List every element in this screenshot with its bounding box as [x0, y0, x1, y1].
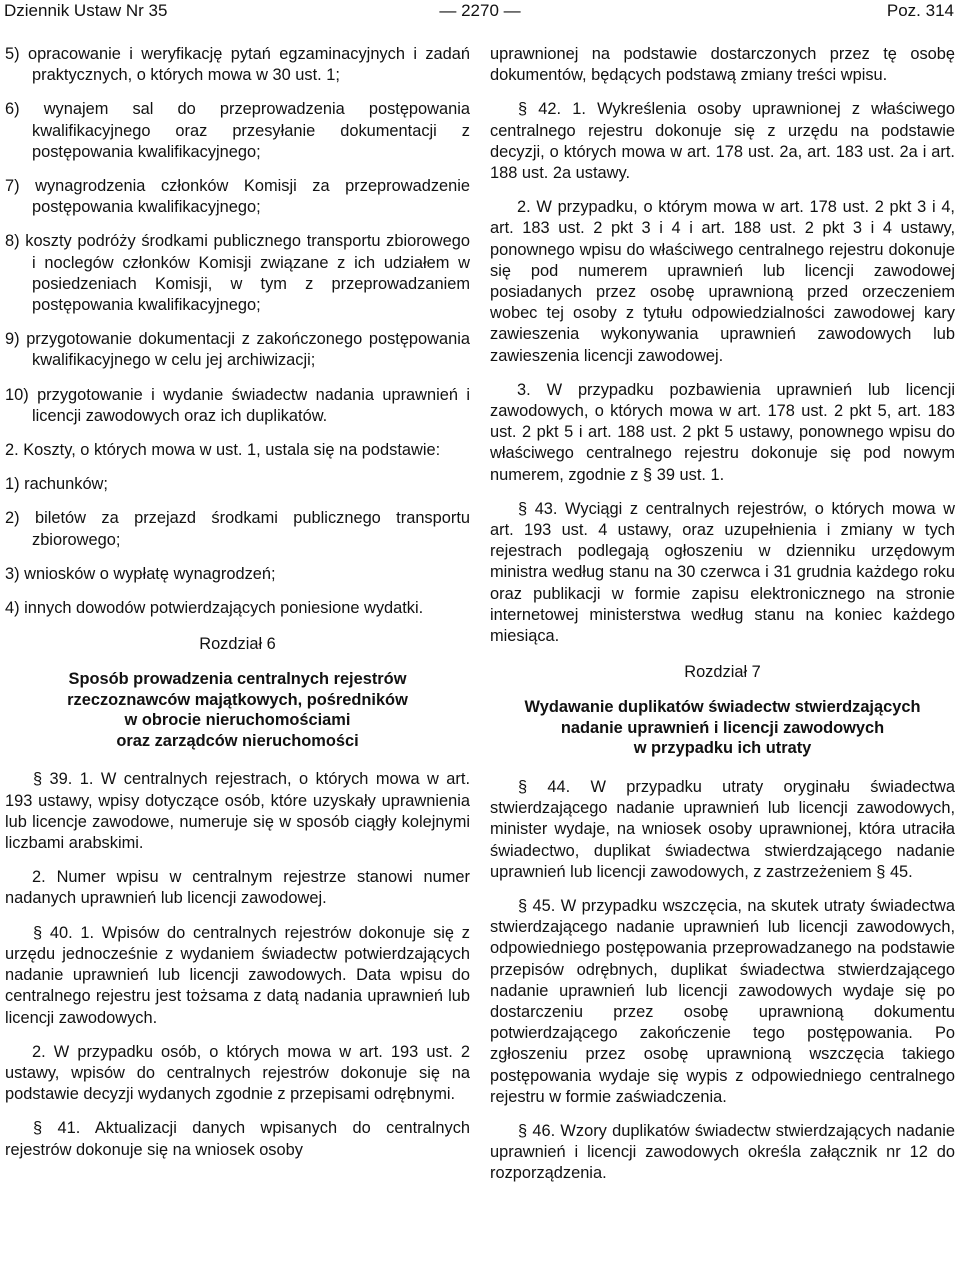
chapter-6-heading: Rozdział 6: [199, 635, 276, 654]
title-line: Wydawanie duplikatów świadectw stwierdzających: [524, 698, 921, 717]
chapter-7-title: [490, 697, 955, 759]
basis-item-4: 4) innych dowodów potwierdzających poniesione wydatki.: [5, 599, 424, 618]
section-44: § 44. W przypadku utraty oryginału świadectwa stwierdzającego nadanie uprawnień lub licencji zawodowych, minister wydaje, na wniosek osoby uprawnionej, która utraciła świadectwo, duplikat świadectwa stwierdzającego nadanie uprawnień lub licencji zawodowych, z zastrzeżeniem § 45.: [490, 777, 955, 881]
title-line: Sposób prowadzenia centralnych rejestrów: [68, 670, 407, 689]
basis-item-3: 3) wniosków o wypłatę wynagrodzeń;: [5, 564, 276, 583]
section-41-continued: uprawnionej na podstawie dostarczonych przez tę osobę dokumentów, będących podstawą zmiany treści wpisu.: [490, 45, 955, 85]
title-line: w obrocie nieruchomościami: [124, 711, 351, 730]
title-line: rzeczoznawców majątkowych, pośredników: [67, 690, 408, 709]
list-item-8: 8) koszty podróży środkami publicznego transportu zbiorowego i noclegów członków Komisji związane z ich udziałem w posiedzeniach Komisji, w tym z przeprowadzaniem postępowania kwalifikacyjnego;: [5, 232, 470, 315]
basis-item-2: 2) biletów za przejazd środkami publicznego transportu zbiorowego;: [5, 509, 470, 549]
journal-name: Dziennik Ustaw Nr 35: [4, 1, 168, 20]
paragraph-costs: 2. Koszty, o których mowa w ust. 1, ustala się na podstawie:: [5, 441, 441, 460]
section-39-2: 2. Numer wpisu w centralnym rejestrze stanowi numer nadanych uprawnień lub licencji zawodowej.: [5, 868, 470, 908]
section-42-2: 2. W przypadku, o którym mowa w art. 178 ust. 2 pkt 3 i 4, art. 183 ust. 2 pkt 3 i 4 i art. 188 ust. 2 pkt 3 i 4 ustawy, ponownego wpisu do właściwego centralnego rejestru dokonuje się pod numerem uprawnień lub licencji zawodowej posiadanych przez osobę uprawnioną przed orzeczeniem wobec tej osoby z tytułu odpowiedzialności zawodowej kary zawieszenia wykonywania uprawnień zawodowych lub zawieszenia licencji zawodowej.: [490, 198, 955, 365]
section-42-3: 3. W przypadku pozbawienia uprawnień lub licencji zawodowych, o których mowa w art. 178 ust. 2 pkt 5, art. 183 ust. 2 pkt 5 i art. 188 ust. 2 pkt 5 ustawy, ponownego wpisu do właściwego centralnego rejestru dokonuje się pod nowym numerem, zgodnie z § 39 ust. 1.: [490, 380, 955, 484]
list-item-7: 7) wynagrodzenia członków Komisji za przeprowadzenie postępowania kwalifikacyjnego;: [5, 177, 470, 217]
page-header: [0, 0, 960, 22]
chapter-6-title: [5, 669, 470, 751]
title-line: oraz zarządców nieruchomości: [116, 731, 359, 750]
section-39-1: § 39. 1. W centralnych rejestrach, o których mowa w art. 193 ustawy, wpisy dotyczące osób, które uzyskały uprawnienia lub licencje zawodowe, numeruje się w sposób ciągły kolejnymi liczbami arabskimi.: [5, 770, 470, 853]
chapter-7-heading: Rozdział 7: [684, 663, 761, 682]
list-item-6: 6) wynajem sal do przeprowadzenia postępowania kwalifikacyjnego oraz przesyłanie dokumentacji z postępowania kwalifikacyjnego;: [5, 100, 470, 161]
section-43: § 43. Wyciągi z centralnych rejestrów, o których mowa w art. 193 ust. 4 ustawy, oraz uzupełnienia i zmiany w tych rejestrach podlegają ogłoszeniu w dzienniku urzędowym ministra według stanu na 30 czerwca i 31 grudnia każdego roku oraz publikacji w formie zapisu elektronicznego na stronie internetowej ministerstwa według stanu na koniec każdego miesiąca.: [490, 499, 955, 646]
page-number: — 2270 —: [439, 1, 521, 20]
basis-item-1: 1) rachunków;: [5, 475, 108, 494]
section-46: § 46. Wzory duplikatów świadectw stwierdzających nadanie uprawnień i licencji zawodowych określa załącznik nr 12 do rozporządzenia.: [490, 1122, 955, 1183]
list-item-10: 10) przygotowanie i wydanie świadectw nadania uprawnień i licencji zawodowych oraz ich duplikatów.: [5, 385, 470, 425]
list-item-9: 9) przygotowanie dokumentacji z zakończonego postępowania kwalifikacyjnego w celu jej archiwizacji;: [5, 330, 470, 370]
title-line: nadanie uprawnień i licencji zawodowych: [560, 718, 885, 737]
section-45: § 45. W przypadku wszczęcia, na skutek utraty świadectwa stwierdzającego nadanie uprawnień lub licencji zawodowych, odpowiedniego postępowania przeprowadzanego na podstawie przepisów odrębnych, duplikat świadectwa stwierdzającego nadanie uprawnień lub licencji zawodowych wydaje się po dostarczeniu przez osobę uprawnioną dokumentu potwierdzającego zakończenie tego postępowania. Po zgłoszeniu przez osobę uprawnioną wszczęcia takiego postępowania wydaje się wypis z odpowiedniego centralnego rejestru w formie zaświadczenia.: [490, 897, 955, 1106]
section-41: § 41. Aktualizacji danych wpisanych do centralnych rejestrów dokonuje się na wniosek osoby: [5, 1119, 470, 1159]
section-40-1: § 40. 1. Wpisów do centralnych rejestrów dokonuje się z urzędu jednocześnie z wydaniem świadectw potwierdzających nadanie uprawnień lub licencji zawodowych. Data wpisu do centralnego rejestru jest tożsama z datą nadania uprawnień lub licencji zawodowych.: [5, 923, 470, 1027]
list-item-5: 5) opracowanie i weryfikację pytań egzaminacyjnych i zadań praktycznych, o których mowa w 30 ust. 1;: [5, 45, 470, 85]
section-42-1: § 42. 1. Wykreślenia osoby uprawnionej z właściwego centralnego rejestru dokonuje się z urzędu na podstawie decyzji, o których mowa w art. 178 ust. 2a, art. 183 ust. 2a i art. 188 ust. 2a ustawy.: [490, 100, 955, 183]
right-column: [490, 44, 955, 1198]
section-40-2: 2. W przypadku osób, o których mowa w art. 193 ust. 2 ustawy, wpisów do centralnych rejestrów dokonuje się na podstawie decyzji wydanych zgodnie z przepisami odrębnymi.: [5, 1042, 470, 1104]
position-number: Poz. 314: [886, 1, 954, 20]
left-column: [5, 44, 470, 1174]
title-line: w przypadku ich utraty: [633, 739, 812, 758]
